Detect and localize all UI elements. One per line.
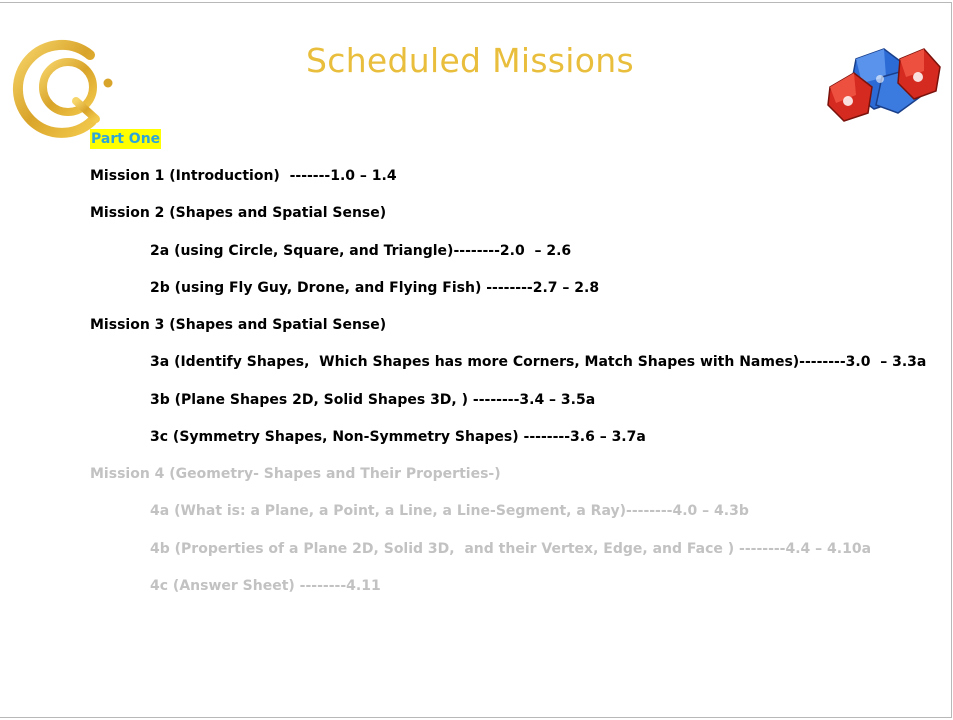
mission-2b-line: 2b (using Fly Guy, Drone, and Flying Fish) --------2.7 – 2.8 (150, 280, 600, 296)
mission-3c-line: 3c (Symmetry Shapes, Non-Symmetry Shapes) --------3.6 – 3.7a (150, 429, 646, 445)
mission-4b-line: 4b (Properties of a Plane 2D, Solid 3D, and their Vertex, Edge, and Face ) --------4.4 – 4.10a (150, 541, 872, 557)
mission-2-heading: Mission 2 (Shapes and Spatial Sense) (90, 205, 387, 221)
mission-3b-line: 3b (Plane Shapes 2D, Solid Shapes 3D, ) --------3.4 – 3.5a (150, 392, 596, 408)
cq-logo-icon (10, 33, 120, 139)
mission-3-heading: Mission 3 (Shapes and Spatial Sense) (90, 317, 387, 333)
part-label: Part One (91, 131, 161, 147)
mission-2a-line: 2a (using Circle, Square, and Triangle)--------2.0 – 2.6 (150, 243, 572, 259)
mission-4a-line: 4a (What is: a Plane, a Point, a Line, a Line-Segment, a Ray)--------4.0 – 4.3b (150, 503, 749, 519)
mission-3a-line: 3a (Identify Shapes, Which Shapes has more Corners, Match Shapes with Names)--------3.0 – 3.3a (150, 354, 927, 370)
mission-4c-line: 4c (Answer Sheet) --------4.11 (150, 578, 381, 594)
mission-1-line: Mission 1 (Introduction) -------1.0 – 1.4 (90, 168, 397, 184)
dice-icon (826, 43, 944, 133)
slide (0, 2, 952, 718)
mission-4-heading: Mission 4 (Geometry- Shapes and Their Properties-) (90, 466, 501, 482)
page-title: Scheduled Missions (306, 41, 634, 80)
